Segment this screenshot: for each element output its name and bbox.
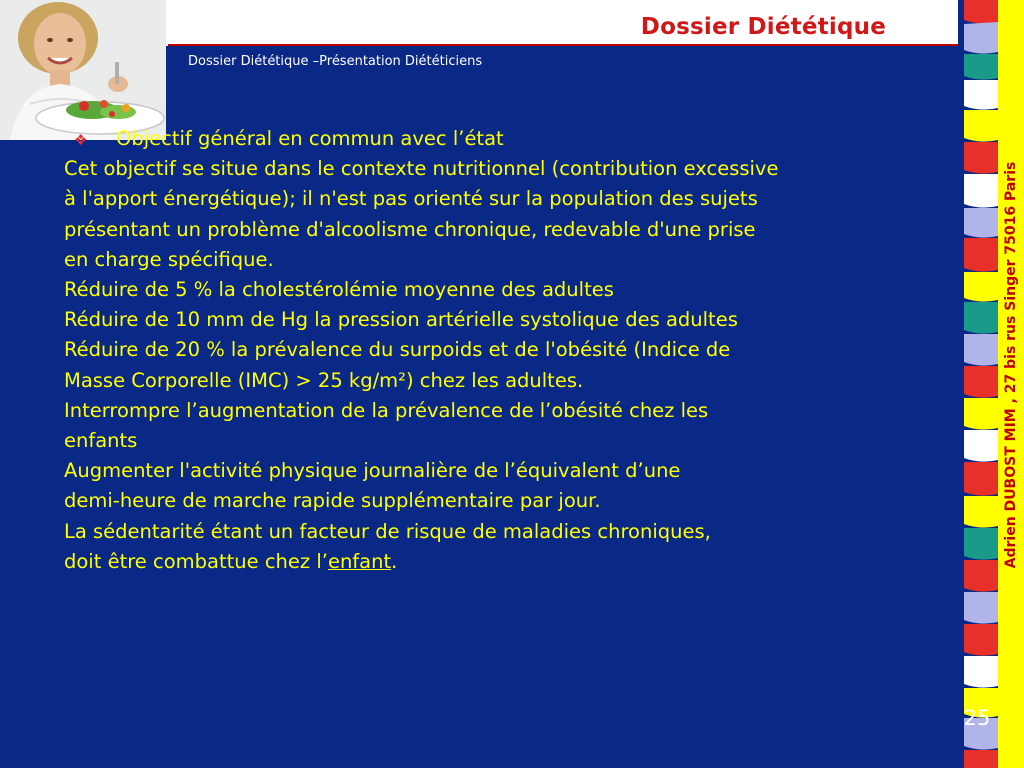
heading-text: Objectif général en commun avec l’état bbox=[116, 127, 504, 150]
last-line-text: doit être combattue chez l’ bbox=[64, 549, 328, 573]
body-line: Interrompre l’augmentation de la prévalence de l’obésité chez les bbox=[64, 398, 709, 422]
page-number: 25 bbox=[963, 706, 991, 730]
woman-with-salad-photo bbox=[0, 0, 166, 140]
body-line: demi-heure de marche rapide supplémentaire par jour. bbox=[64, 489, 601, 513]
body-line: présentant un problème d'alcoolisme chronique, redevable d'une prise bbox=[64, 217, 756, 241]
author-address: Adrien DUBOST MIM , 27 bis rus Singer 75016 Paris bbox=[1003, 161, 1019, 569]
address-text-container bbox=[1000, 150, 1022, 580]
slide-body bbox=[64, 124, 964, 577]
slide-title: Dossier Diététique bbox=[640, 14, 886, 40]
body-line: en charge spécifique. bbox=[64, 247, 274, 271]
body-line: Réduire de 5 % la cholestérolémie moyenne des adultes bbox=[64, 278, 614, 302]
body-line: Masse Corporelle (IMC) > 25 kg/m²) chez les adultes. bbox=[64, 368, 584, 392]
body-line: Cet objectif se situe dans le contexte nutritionnel (contribution excessive bbox=[64, 157, 779, 181]
body-line: Réduire de 10 mm de Hg la pression artérielle systolique des adultes bbox=[64, 308, 738, 332]
body-line: à l'apport énergétique); il n'est pas orienté sur la population des sujets bbox=[64, 187, 758, 211]
slide-subtitle: Dossier Diététique –Présentation Diététiciens bbox=[188, 54, 483, 69]
body-line: La sédentarité étant un facteur de risque de maladies chroniques, bbox=[64, 519, 711, 543]
diamond-bullet-icon: ❖ bbox=[74, 131, 88, 149]
section-heading bbox=[64, 124, 964, 154]
body-line: Réduire de 20 % la prévalence du surpoids et de l'obésité (Indice de bbox=[64, 338, 731, 362]
body-line: enfants bbox=[64, 429, 138, 453]
body-line-last bbox=[64, 547, 964, 577]
header-divider bbox=[168, 44, 960, 46]
enfant-link[interactable]: enfant bbox=[327, 549, 392, 573]
last-line-suffix: . bbox=[391, 549, 398, 573]
body-line: Augmenter l'activité physique journalière de l’équivalent d’une bbox=[64, 459, 681, 483]
